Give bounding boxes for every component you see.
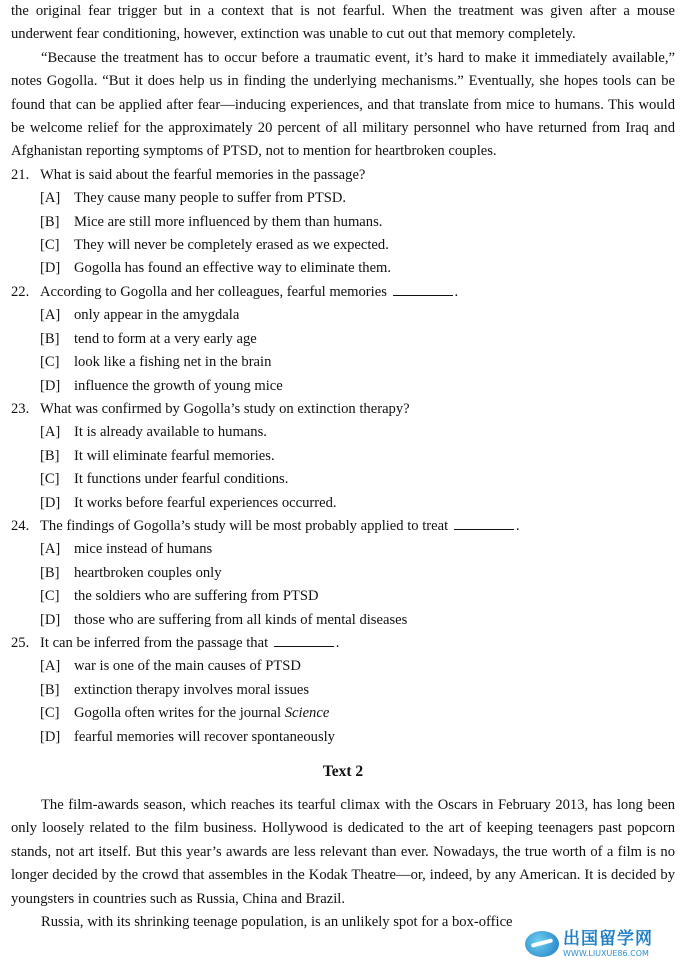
option-text: only appear in the amygdala bbox=[74, 307, 240, 324]
option-label: [A] bbox=[40, 541, 61, 558]
option-text: the soldiers who are suffering from PTSD bbox=[74, 588, 319, 605]
question-stem: What is said about the fearful memories in the passage? bbox=[40, 166, 366, 183]
question-stem: The findings of Gogolla’s study will be most probably applied to treat bbox=[40, 517, 449, 534]
option-label: [A] bbox=[40, 307, 61, 324]
question-end: . bbox=[335, 634, 340, 651]
option-label: [D] bbox=[40, 728, 61, 745]
question-23 bbox=[11, 398, 675, 515]
option-c[interactable] bbox=[40, 234, 675, 257]
question-end: . bbox=[454, 283, 459, 300]
option-text: war is one of the main causes of PTSD bbox=[74, 658, 301, 675]
option-label: [A] bbox=[40, 658, 61, 675]
passage-paragraph-2: “Because the treatment has to occur before a traumatic event, it’s hard to make it immediately available,” notes Gogolla. “But it does help us in finding the underlying mechanisms.” Eventually, she hopes tools can be found that can be applied after fear—inducing experiences, and that translate from mice to humans. This would be welcome relief for the approximately 20 percent of all military personnel who have returned from Iraq and Afghanistan reporting symptoms of PTSD, not to mention for heartbroken couples. bbox=[11, 49, 675, 160]
option-a[interactable] bbox=[40, 421, 675, 444]
section-heading: Text 2 bbox=[322, 763, 364, 780]
option-label: [C] bbox=[40, 237, 60, 254]
option-text: Mice are still more influenced by them than humans. bbox=[74, 213, 383, 230]
option-label: [C] bbox=[40, 588, 60, 605]
option-b[interactable] bbox=[40, 679, 675, 702]
option-label: [C] bbox=[40, 354, 60, 371]
option-a[interactable] bbox=[40, 187, 675, 210]
option-text: mice instead of humans bbox=[74, 541, 213, 558]
option-text: It works before fearful experiences occurred. bbox=[74, 494, 337, 511]
option-text: tend to form at a very early age bbox=[74, 330, 257, 347]
answer-blank bbox=[454, 517, 514, 530]
option-c[interactable] bbox=[40, 702, 675, 725]
option-b[interactable] bbox=[40, 328, 675, 351]
question-25 bbox=[11, 632, 675, 749]
option-text: They cause many people to suffer from PTSD. bbox=[74, 190, 347, 207]
option-text: Gogolla often writes for the journal bbox=[74, 705, 282, 722]
option-label: [D] bbox=[40, 260, 61, 277]
option-label: [C] bbox=[40, 705, 60, 722]
question-stem: It can be inferred from the passage that bbox=[40, 634, 269, 651]
option-text: fearful memories will recover spontaneously bbox=[74, 728, 335, 745]
option-d[interactable] bbox=[40, 257, 675, 280]
question-22 bbox=[11, 281, 675, 398]
option-d[interactable] bbox=[40, 726, 675, 749]
option-a[interactable] bbox=[40, 655, 675, 678]
option-label: [B] bbox=[40, 213, 60, 230]
option-b[interactable] bbox=[40, 562, 675, 585]
question-number: 22. bbox=[11, 283, 30, 300]
option-c[interactable] bbox=[40, 351, 675, 374]
option-label: [B] bbox=[40, 564, 60, 581]
site-watermark bbox=[525, 925, 685, 963]
answer-blank bbox=[393, 283, 453, 296]
question-24 bbox=[11, 515, 675, 632]
option-label: [C] bbox=[40, 471, 60, 488]
question-end: . bbox=[515, 517, 520, 534]
journal-name: Science bbox=[284, 705, 330, 722]
option-a[interactable] bbox=[40, 538, 675, 561]
option-a[interactable] bbox=[40, 304, 675, 327]
question-21 bbox=[11, 164, 675, 281]
option-text: those who are suffering from all kinds of mental diseases bbox=[74, 611, 408, 628]
globe-icon bbox=[525, 931, 559, 957]
option-label: [D] bbox=[40, 611, 61, 628]
text2-paragraph-1: The film-awards season, which reaches its tearful climax with the Oscars in February 2013, has long been only loosely related to the film business. Hollywood is dedicated to the art of keeping teenagers past popcorn stands, not art itself. But this year’s awards are less relevant than ever. Nowadays, the true worth of a film is no longer decided by the crowd that assembles in the Kodak Theatre—or, indeed, by any American. It is decided by youngsters in countries such as Russia, China and Brazil. bbox=[11, 797, 675, 907]
option-label: [B] bbox=[40, 681, 60, 698]
option-b[interactable] bbox=[40, 445, 675, 468]
option-label: [B] bbox=[40, 330, 60, 347]
question-stem: What was confirmed by Gogolla’s study on extinction therapy? bbox=[40, 400, 410, 417]
option-text: It is already available to humans. bbox=[74, 424, 267, 441]
watermark-title: 出国留学网 bbox=[563, 928, 653, 949]
question-number: 21. bbox=[11, 166, 30, 183]
question-stem: According to Gogolla and her colleagues, fearful memories bbox=[40, 283, 387, 300]
option-text: influence the growth of young mice bbox=[74, 377, 283, 394]
option-label: [D] bbox=[40, 494, 61, 511]
option-d[interactable] bbox=[40, 609, 675, 632]
option-d[interactable] bbox=[40, 375, 675, 398]
option-text: They will never be completely erased as we expected. bbox=[74, 237, 389, 254]
exam-page bbox=[11, 0, 675, 934]
option-text: It functions under fearful conditions. bbox=[74, 471, 289, 488]
option-text: look like a fishing net in the brain bbox=[74, 354, 272, 371]
question-number: 25. bbox=[11, 634, 30, 651]
text2-paragraph-2: Russia, with its shrinking teenage population, is an unlikely spot for a box-office bbox=[41, 914, 513, 931]
passage-paragraph-1: the original fear trigger but in a context that is not fearful. When the treatment was given after a mouse underwent fear conditioning, however, extinction was unable to cut out that memory completely. bbox=[11, 3, 675, 43]
option-d[interactable] bbox=[40, 492, 675, 515]
option-text: heartbroken couples only bbox=[74, 564, 222, 581]
question-number: 24. bbox=[11, 517, 30, 534]
option-c[interactable] bbox=[40, 585, 675, 608]
option-label: [B] bbox=[40, 447, 60, 464]
option-b[interactable] bbox=[40, 211, 675, 234]
option-label: [A] bbox=[40, 424, 61, 441]
option-label: [A] bbox=[40, 190, 61, 207]
option-text: Gogolla has found an effective way to eliminate them. bbox=[74, 260, 392, 277]
answer-blank bbox=[274, 634, 334, 647]
watermark-url: WWW.LIUXUE86.COM bbox=[563, 948, 649, 958]
option-text: extinction therapy involves moral issues bbox=[74, 681, 310, 698]
option-c[interactable] bbox=[40, 468, 675, 491]
option-text: It will eliminate fearful memories. bbox=[74, 447, 275, 464]
option-label: [D] bbox=[40, 377, 61, 394]
question-number: 23. bbox=[11, 400, 30, 417]
